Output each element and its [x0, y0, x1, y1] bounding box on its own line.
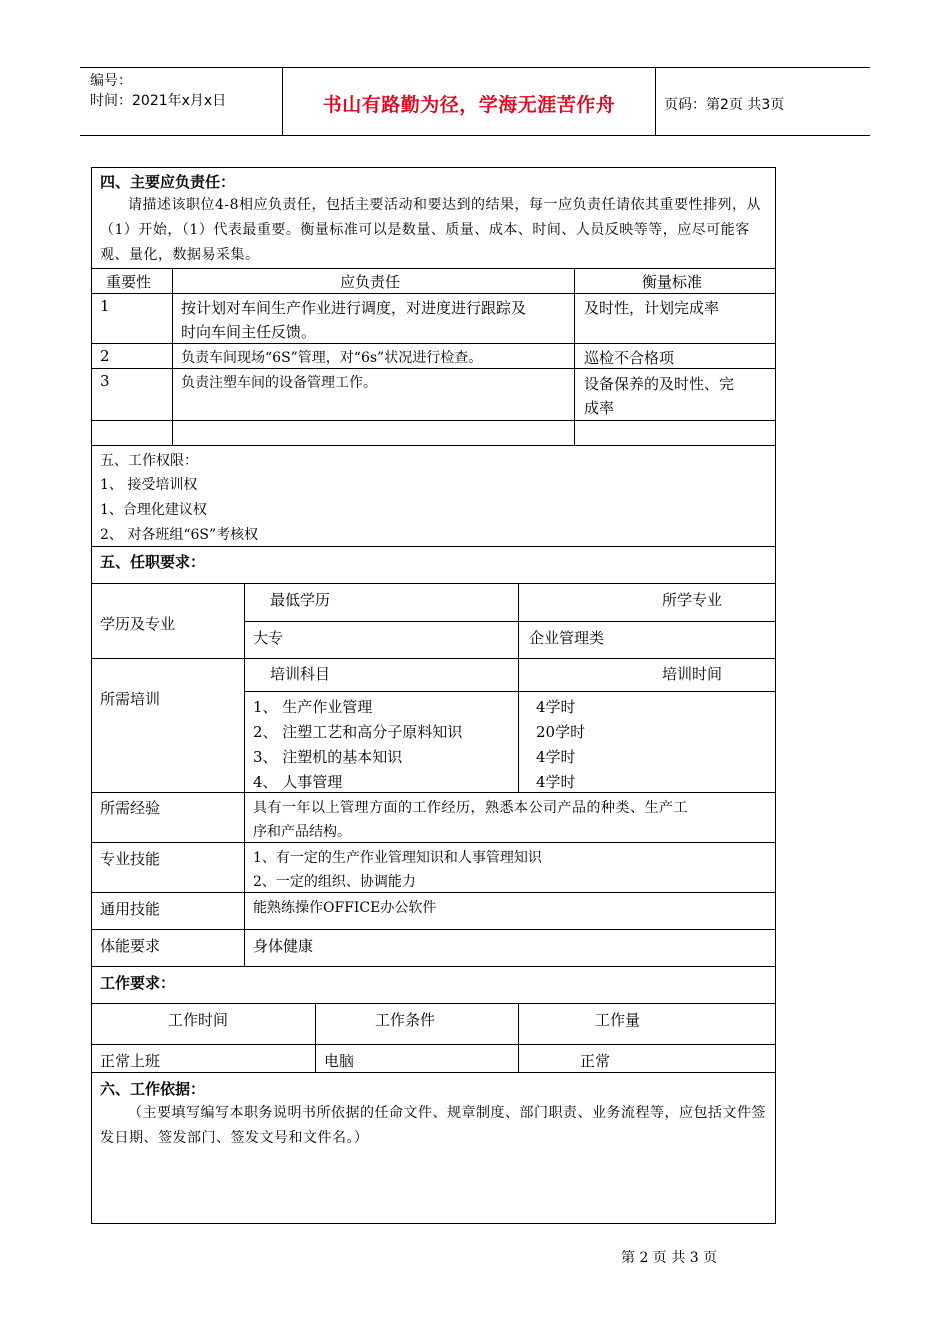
experience-label: 所需经验 — [100, 799, 161, 817]
rule — [244, 621, 775, 622]
min-edu-value: 大专 — [253, 629, 284, 647]
col-header-importance: 重要性 — [106, 273, 152, 291]
section-4-title: 四、主要应负责任： — [100, 173, 236, 191]
header-top-rule — [80, 67, 870, 68]
general-skills-label: 通用技能 — [100, 900, 161, 918]
training-time: 4学时 — [536, 773, 576, 791]
min-edu-header: 最低学历 — [270, 591, 331, 609]
duty-text: 负责车间现场“6S”管理，对“6s”状况进行检查。 — [181, 350, 483, 366]
duty-rank: 3 — [100, 372, 110, 390]
rule — [91, 293, 775, 294]
header-divider-right — [655, 67, 656, 136]
rule — [91, 343, 775, 344]
training-subject: 4、 人事管理 — [253, 773, 343, 791]
rule — [91, 368, 775, 369]
work-condition-value: 电脑 — [324, 1052, 355, 1070]
rule — [244, 691, 775, 692]
header-page-info: 页码：第2页 共3页 — [664, 97, 785, 113]
document-number-label: 编号： — [90, 73, 132, 89]
work-time-value: 正常上班 — [100, 1052, 161, 1070]
col-header-measure: 衡量标准 — [642, 273, 703, 291]
rule — [518, 1003, 519, 1073]
requirements-title: 五、任职要求： — [100, 553, 206, 571]
basis-description: （主要填写编写本职务说明书所依据的任命文件、规章制度、部门职责、业务流程等，应包括文件签发日期、签发部门、签发文号和文件名。） — [100, 1105, 766, 1146]
rule — [91, 1072, 775, 1073]
rule — [91, 268, 775, 269]
duty-text: 按计划对车间生产作业进行调度，对进度进行跟踪及 — [181, 299, 527, 317]
rule — [518, 583, 519, 658]
training-subject: 2、 注塑工艺和高分子原料知识 — [253, 723, 463, 741]
rule — [91, 792, 775, 793]
training-time: 4学时 — [536, 698, 576, 716]
work-condition-header: 工作条件 — [375, 1011, 436, 1029]
rule — [91, 929, 775, 930]
work-time-header: 工作时间 — [168, 1011, 229, 1029]
work-amount-value: 正常 — [580, 1052, 611, 1070]
duty-text: 时向车间主任反馈。 — [181, 323, 317, 341]
header-bottom-rule — [80, 135, 870, 136]
footer-page-number: 第 2 页 共 3 页 — [621, 1250, 718, 1266]
rule — [91, 420, 775, 421]
rule — [244, 583, 245, 967]
physical-value: 身体健康 — [253, 937, 314, 955]
training-time: 20学时 — [536, 723, 586, 741]
authority-item: 1、 接受培训权 — [100, 477, 198, 493]
rule — [91, 1003, 775, 1004]
experience-value: 具有一年以上管理方面的工作经历，熟悉本公司产品的种类、生产工 — [253, 800, 688, 816]
duty-measure: 及时性，计划完成率 — [584, 299, 720, 317]
work-title: 工作要求： — [100, 974, 176, 992]
major-header: 所学专业 — [662, 591, 723, 609]
rule — [315, 1003, 316, 1073]
authority-item: 2、 对各班组“6S”考核权 — [100, 527, 259, 543]
duty-measure: 巡检不合格项 — [584, 349, 675, 367]
duty-rank: 1 — [100, 297, 110, 315]
training-time: 4学时 — [536, 748, 576, 766]
training-label: 所需培训 — [100, 690, 161, 708]
rule — [91, 892, 775, 893]
physical-label: 体能要求 — [100, 937, 161, 955]
col-header-duty: 应负责任 — [340, 273, 401, 291]
authority-item: 1、合理化建议权 — [100, 502, 207, 518]
header-motto: 书山有路勤为径，学海无涯苦作舟 — [322, 94, 616, 116]
rule — [518, 658, 519, 793]
general-skills-value: 能熟练操作OFFICE办公软件 — [253, 900, 437, 916]
training-subject: 3、 注塑机的基本知识 — [253, 748, 403, 766]
rule — [91, 583, 775, 584]
duty-text: 负责注塑车间的设备管理工作。 — [181, 375, 377, 391]
rule — [91, 445, 775, 446]
edu-label: 学历及专业 — [100, 615, 176, 633]
work-amount-header: 工作量 — [595, 1011, 641, 1029]
document-time-label: 时间：2021年x月x日 — [90, 93, 227, 109]
rule — [91, 546, 775, 547]
training-time-header: 培训时间 — [662, 665, 723, 683]
major-value: 企业管理类 — [529, 629, 605, 647]
basis-title: 六、工作依据： — [100, 1080, 206, 1098]
skills-label: 专业技能 — [100, 850, 161, 868]
duty-rank: 2 — [100, 347, 110, 365]
skills-value: 1、有一定的生产作业管理知识和人事管理知识 — [253, 850, 542, 866]
duty-measure: 设备保养的及时性、完 — [584, 375, 735, 393]
rule — [574, 268, 575, 446]
training-subject: 1、 生产作业管理 — [253, 698, 373, 716]
rule — [91, 966, 775, 967]
rule — [172, 268, 173, 446]
experience-value: 序和产品结构。 — [253, 824, 351, 840]
authority-title: 五、工作权限： — [100, 453, 198, 469]
rule — [91, 842, 775, 843]
training-subject-header: 培训科目 — [270, 665, 331, 683]
duty-measure: 成率 — [584, 399, 615, 417]
rule — [91, 1044, 775, 1045]
rule — [91, 658, 775, 659]
section-4-description: 请描述该职位4-8相应负责任，包括主要活动和要达到的结果，每一应负责任请依其重要性排列，从（1）开始，（1）代表最重要。衡量标准可以是数量、质量、成本、时间、人员反映等等，应尽可能客观、量化，数据易采集。 — [100, 197, 762, 263]
skills-value: 2、一定的组织、协调能力 — [253, 874, 416, 890]
